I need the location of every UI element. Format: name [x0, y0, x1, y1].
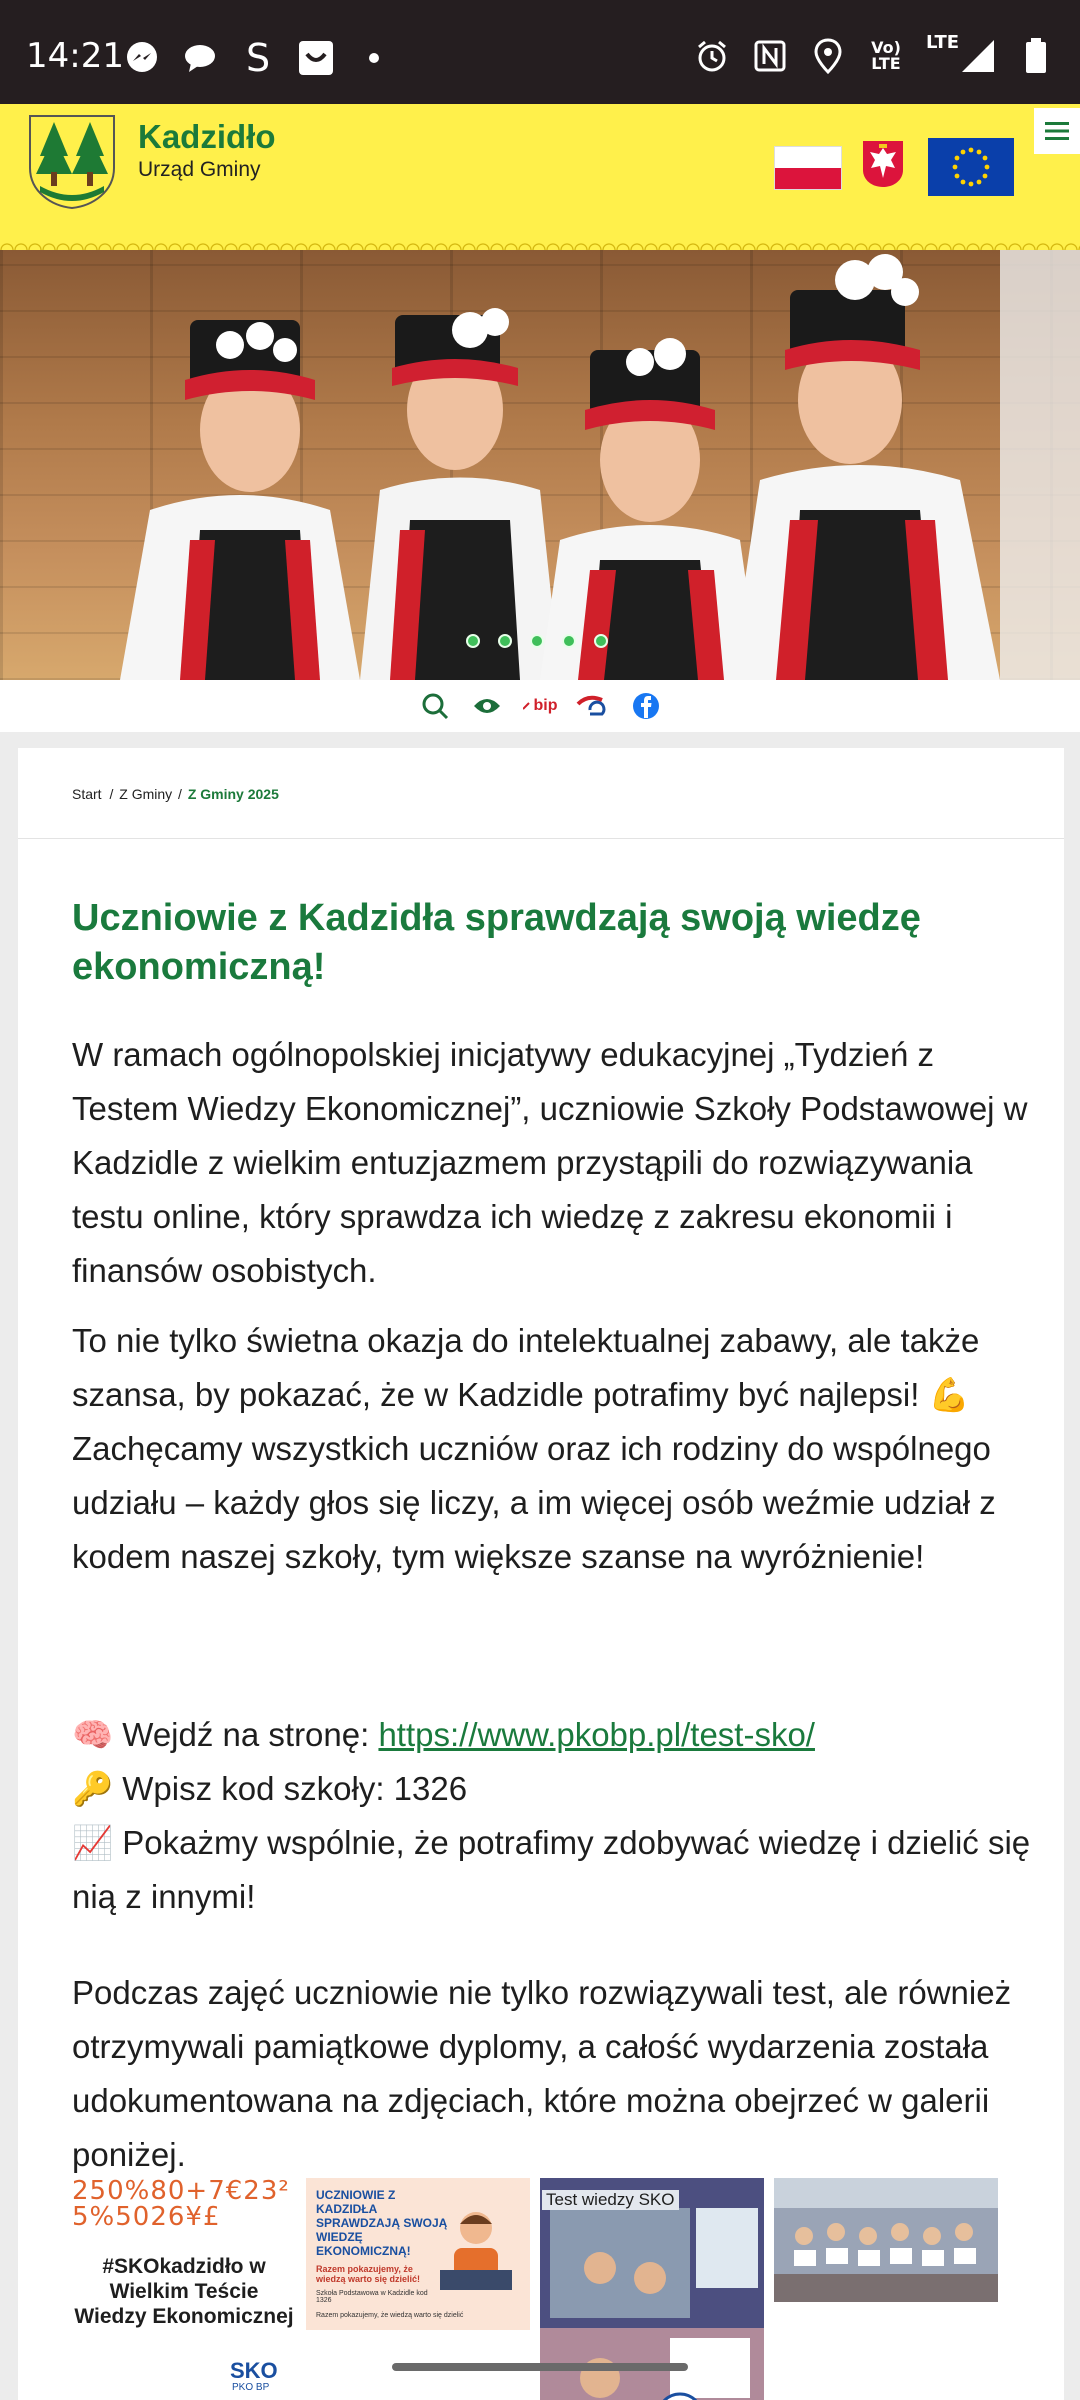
tools-bar: [0, 680, 1080, 732]
site-subtitle: Urząd Gminy: [138, 158, 261, 181]
chart-increasing-icon: 📈: [72, 1823, 114, 1862]
slider-dot-5[interactable]: [594, 634, 608, 648]
eu-flag-icon[interactable]: [928, 138, 1014, 196]
lte-signal: [926, 32, 996, 74]
lte-label: LTE: [926, 32, 960, 53]
battery-icon: [1018, 38, 1054, 74]
article-paragraph-4: Podczas zajęć uczniowie nie tylko rozwiązywali test, ale również otrzymywali pamiątkowe dyplomy, a całość wydarzenia została udokumentowana na zdjęciach, które można obejrzeć w galerii poniżej.: [72, 1974, 1012, 2173]
gallery-thumb-4[interactable]: [774, 2178, 998, 2302]
chat-bubble-icon: [182, 40, 218, 76]
notification-icons: [124, 36, 392, 80]
sko-logo: SKO: [230, 2358, 278, 2383]
facebook-icon[interactable]: [630, 690, 662, 722]
article-title: Uczniowie z Kadzidła sprawdzają swoją wiedzę ekonomiczną!: [72, 897, 921, 988]
test-sko-link[interactable]: https://www.pkobp.pl/test-sko/: [378, 1716, 815, 1753]
site-name[interactable]: Kadzidło: [138, 118, 276, 155]
gesture-nav-handle[interactable]: [392, 2363, 688, 2371]
nfc-icon: [752, 38, 788, 74]
breadcrumb-z-gminy[interactable]: Z Gminy: [119, 786, 173, 802]
slider-dots: [466, 634, 608, 648]
location-icon: [810, 38, 846, 74]
breadcrumb: Start / Z Gminy / Z Gminy 2025: [72, 786, 279, 802]
hero-photo-folk-dancers: [0, 250, 1080, 680]
header-scallop-border: [0, 236, 1080, 250]
inbox-icon: [298, 40, 334, 76]
signal-icon: [960, 38, 996, 74]
volte-icon: Vo) LTE: [871, 38, 901, 73]
status-time: 14:21: [26, 36, 124, 76]
s-app-icon: S: [245, 36, 271, 80]
alarm-icon: [694, 38, 730, 74]
brain-icon: 🧠: [72, 1715, 114, 1754]
content-card: [18, 748, 1064, 2400]
e-service-icon[interactable]: [576, 690, 608, 722]
bip-icon[interactable]: bip: [522, 690, 558, 722]
key-icon: 🔑: [72, 1769, 114, 1808]
divider: [18, 838, 1064, 839]
polish-eagle-icon[interactable]: [862, 140, 904, 188]
article-paragraph-1: W ramach ogólnopolskiej inicjatywy edukacyjnej „Tydzień z Testem Wiedzy Ekonomicznej”, uczniowie Szkoły Podstawowej w Kadzidle z wielkim entuzjazmem przystąpili do rozwiązywania testu online, który sprawdza ich wiedzę z zakresu ekonomii i finansów osobistych.: [72, 1036, 1028, 1289]
article-paragraph-2: To nie tylko świetna okazja do intelektualnej zabawy, ale także szansa, by pokazać, że w Kadzidle potrafimy być najlepsi! 💪 Zachęcamy wszystkich uczniów oraz ich rodziny do wspólnego udziału – każdy głos się liczy, a im więcej osób weźmie udział z kodem naszej szkoły, tym większe szanse na wyróżnienie!: [72, 1322, 996, 1575]
municipality-crest-logo[interactable]: [26, 112, 118, 210]
hero-slider[interactable]: [0, 250, 1080, 680]
system-icons: [694, 32, 1054, 74]
flexed-biceps-icon: 💪: [928, 1375, 970, 1414]
slider-dot-2[interactable]: [498, 634, 512, 648]
article-instructions: 🧠 Wejdź na stronę: https://www.pkobp.pl/test-sko/ 🔑 Wpisz kod szkoły: 1326 📈 Pokażmy wspólnie, że potrafimy zdobywać wiedzę i dzielić się nią z innymi!: [72, 1715, 1031, 1915]
eye-icon[interactable]: [472, 690, 502, 722]
student-illustration: [436, 2204, 516, 2294]
slider-dot-4[interactable]: [562, 634, 576, 648]
breadcrumb-current: Z Gminy 2025: [187, 786, 279, 802]
slider-dot-1[interactable]: [466, 634, 480, 648]
polish-flag-icon[interactable]: [774, 146, 842, 190]
hamburger-menu-button[interactable]: [1034, 108, 1080, 154]
dot-icon: [356, 40, 392, 76]
gallery-thumb-3[interactable]: Test wiedzy SKO: [540, 2178, 764, 2400]
breadcrumb-start[interactable]: Start: [72, 786, 102, 802]
hamburger-icon: [1045, 121, 1069, 141]
messenger-icon: [124, 40, 160, 76]
gallery-thumb-2[interactable]: UCZNIOWIE Z KADZIDŁA SPRAWDZAJĄ SWOJĄ WIEDZĘ EKONOMICZNĄ! Razem pokazujemy, że wiedzą warto się dzielić! Szkoła Podstawowa w Kadzidle kod 1326 Razem pokazujemy, że wiedzą warto się dzielić: [306, 2178, 530, 2330]
slider-dot-3[interactable]: [530, 634, 544, 648]
gallery-thumb-1[interactable]: 250%80+7€23²5%5026¥£ #SKOkadzidło w Wielkim Teście Wiedzy Ekonomicznej SKO PKO BP: [72, 2178, 296, 2400]
search-icon[interactable]: [420, 690, 450, 722]
status-bar: [0, 0, 1080, 104]
